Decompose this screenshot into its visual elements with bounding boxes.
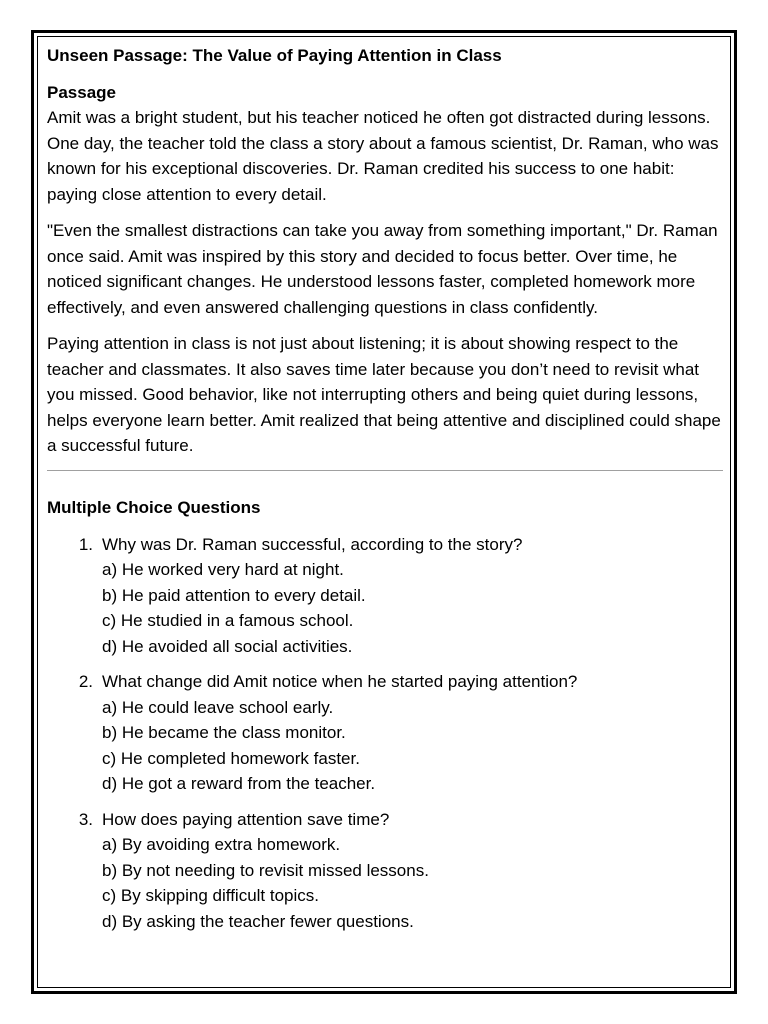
question-option: d) By asking the teacher fewer questions.	[102, 911, 414, 931]
question-option: d) He avoided all social activities.	[102, 636, 353, 656]
question-3	[47, 807, 723, 935]
question-option: b) He paid attention to every detail.	[102, 585, 366, 605]
question-option: c) He completed homework faster.	[102, 748, 360, 768]
worksheet-title: Unseen Passage: The Value of Paying Attention in Class	[47, 46, 502, 65]
question-2	[47, 669, 723, 797]
question-text: Why was Dr. Raman successful, according to the story?	[102, 534, 523, 554]
question-body	[93, 669, 577, 797]
question-option: c) By skipping difficult topics.	[102, 886, 319, 905]
question-body	[93, 532, 522, 660]
passage-paragraph-2: "Even the smallest distractions can take you away from something important," Dr. Raman once said. Amit was inspired by this story and decided to focus better. Over time, he noticed significant changes. He understood lessons faster, completed homework more effectively, and even answered challenging questions in class confidently.	[47, 221, 718, 317]
passage-paragraph-3: Paying attention in class is not just about listening; it is about showing respect to the teacher and classmates. It also saves time later because you don’t need to revisit what you missed. Good behavior, like not interrupting others and being quiet during lessons, helps everyone learn better. Amit realized that being attentive and disciplined could shape a successful future.	[47, 334, 721, 455]
mcq-heading: Multiple Choice Questions	[47, 497, 261, 517]
passage-paragraph-1: Amit was a bright student, but his teacher noticed he often got distracted during lessons. One day, the teacher told the class a story about a famous scientist, Dr. Raman, who was known for his exceptional discoveries. Dr. Raman credited his success to one habit: paying close attention to every detail.	[47, 108, 719, 204]
passage-label: Passage	[47, 83, 116, 102]
worksheet-content	[47, 43, 723, 944]
question-text: How does paying attention save time?	[102, 809, 390, 829]
question-body	[93, 807, 429, 935]
question-text: What change did Amit notice when he started paying attention?	[102, 672, 578, 691]
question-number: 3.	[78, 809, 93, 829]
question-1	[47, 532, 723, 660]
question-option: b) He became the class monitor.	[102, 723, 346, 742]
section-divider	[47, 470, 723, 471]
question-option: c) He studied in a famous school.	[102, 611, 354, 630]
question-option: a) He could leave school early.	[102, 697, 334, 717]
question-number: 1.	[78, 534, 93, 554]
question-option: a) He worked very hard at night.	[102, 560, 344, 579]
question-option: a) By avoiding extra homework.	[102, 835, 341, 854]
question-option: d) He got a reward from the teacher.	[102, 774, 376, 793]
question-number: 2.	[78, 672, 93, 691]
question-option: b) By not needing to revisit missed lessons.	[102, 860, 429, 880]
